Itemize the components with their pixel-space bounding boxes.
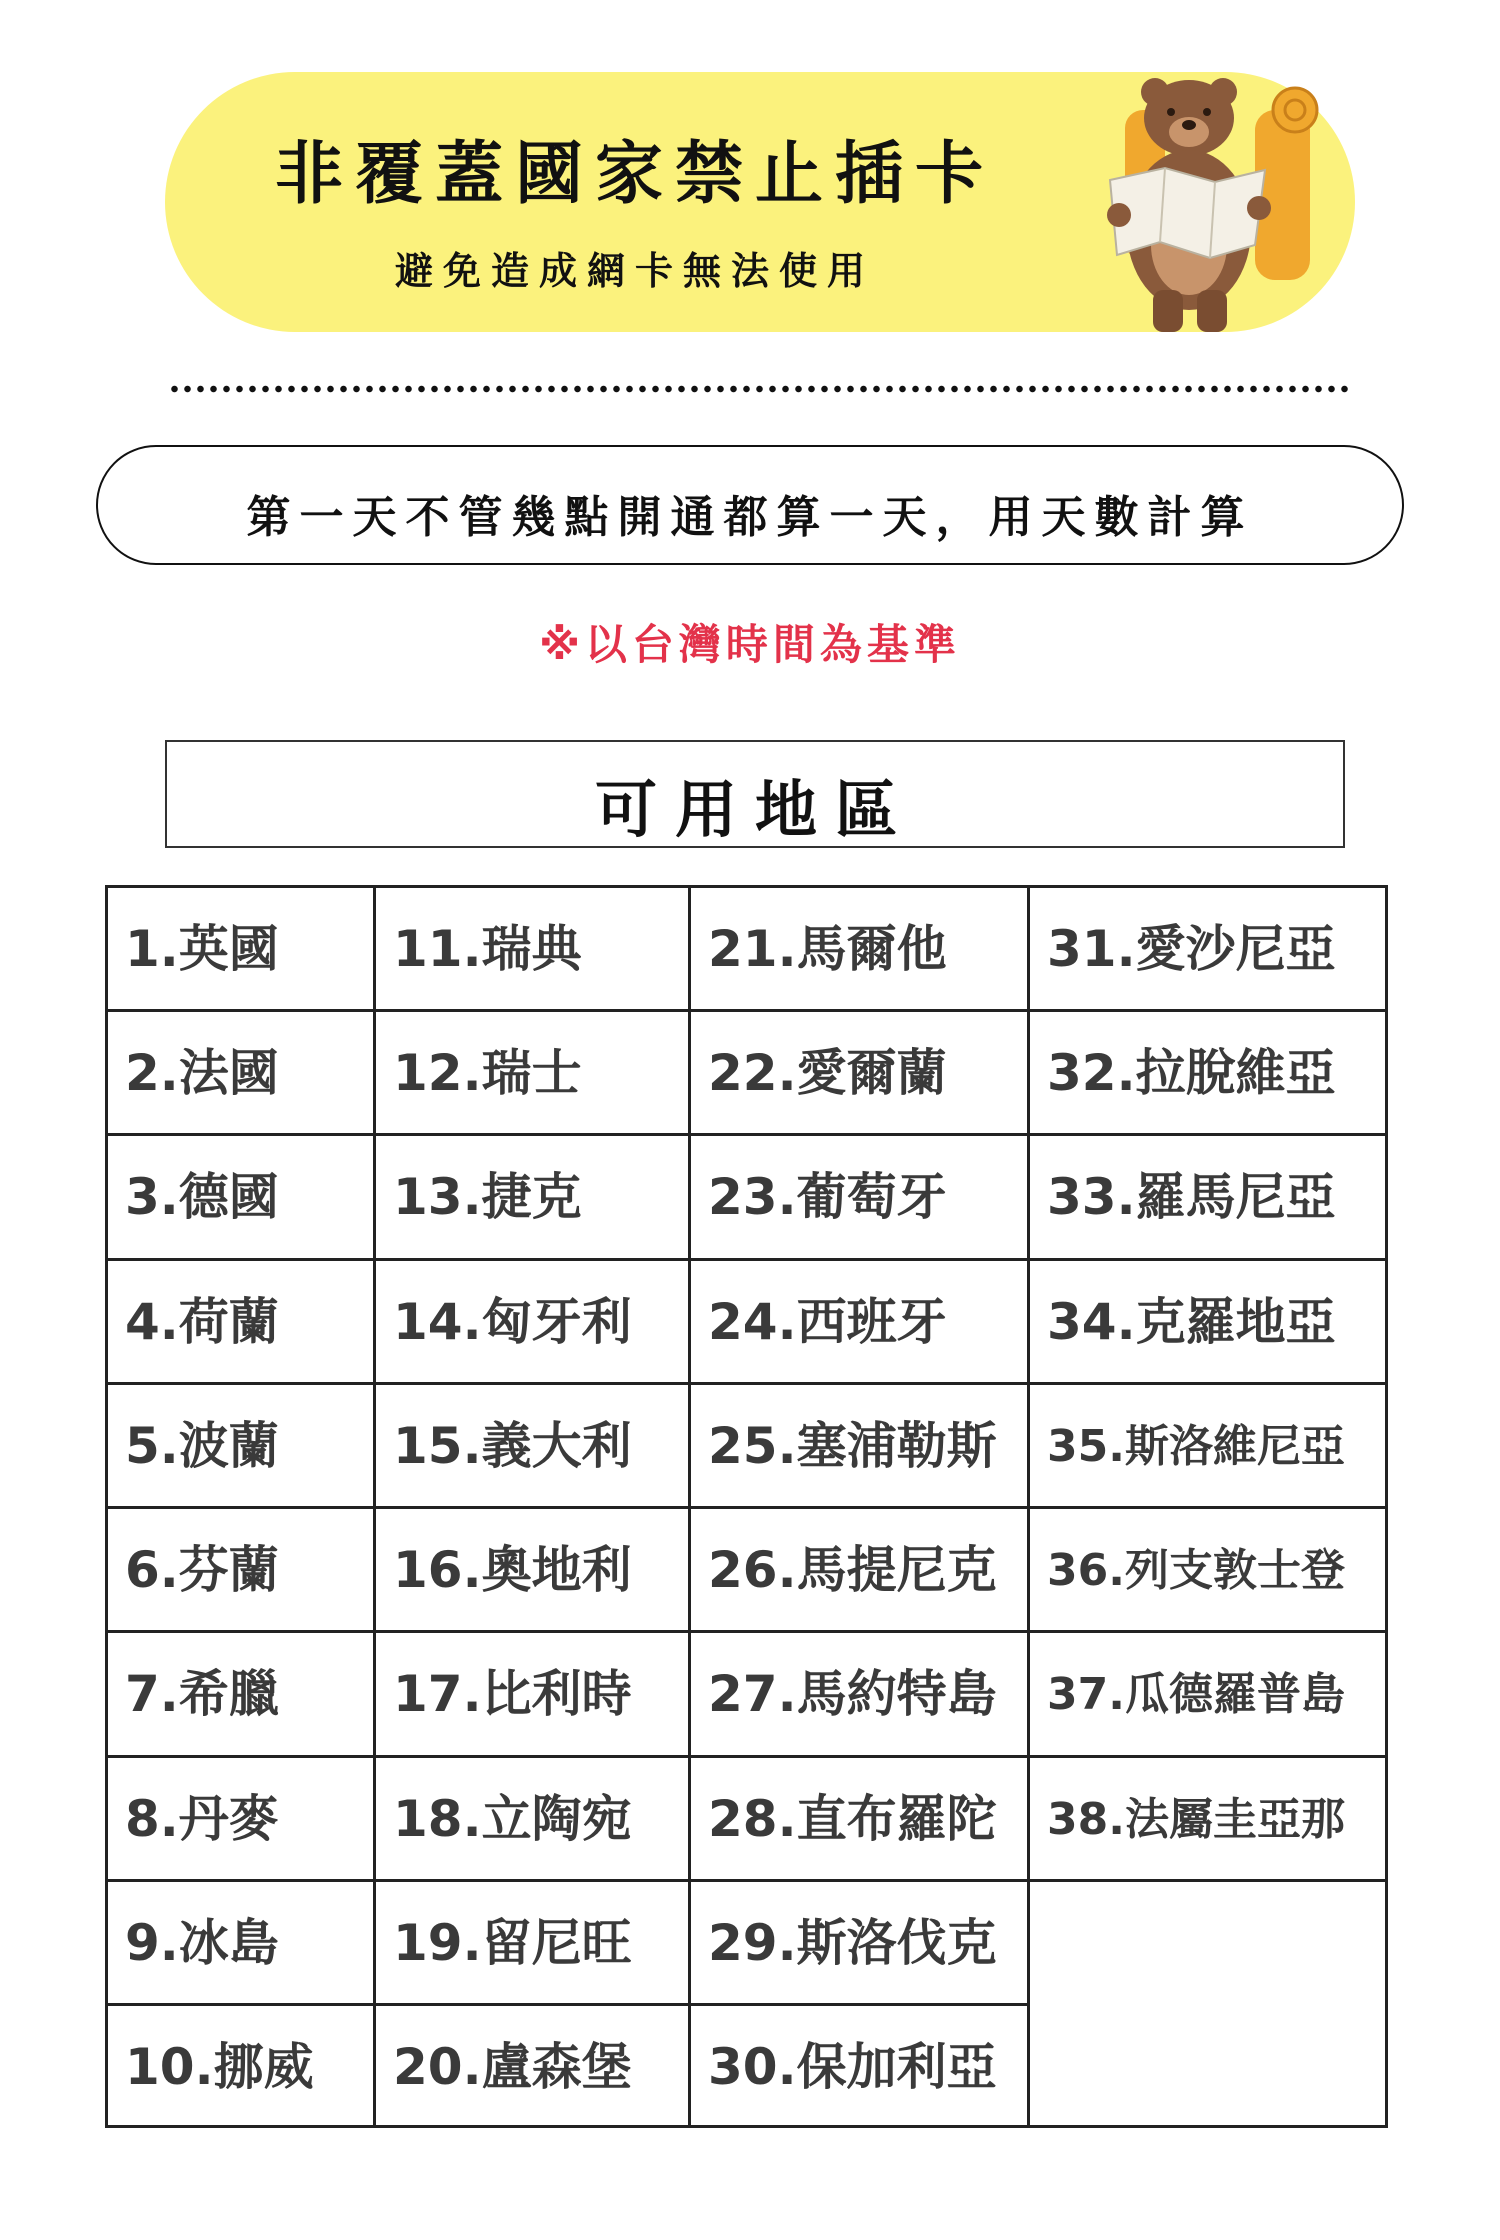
country-cell: 2.法國: [125, 1044, 279, 1102]
country-cell: 13.捷克: [393, 1168, 582, 1226]
country-cell: 19.留尼旺: [393, 1914, 632, 1972]
country-cell: 14.匈牙利: [393, 1293, 632, 1351]
country-cell: 12.瑞士: [393, 1044, 582, 1102]
country-cell: 1.英國: [125, 920, 279, 978]
timezone-note: ※以台灣時間為基準: [539, 620, 961, 669]
country-cell: 28.直布羅陀: [708, 1790, 997, 1848]
country-cell: 30.保加利亞: [708, 2038, 997, 2096]
notice-text: 第一天不管幾點開通都算一天，用天數計算: [246, 492, 1254, 543]
country-cell: 8.丹麥: [125, 1790, 279, 1848]
country-cell: 7.希臘: [125, 1665, 279, 1723]
country-cell: 27.馬約特島: [708, 1665, 997, 1723]
banner-title: 非覆蓋國家禁止插卡: [274, 134, 995, 214]
country-cell: 10.挪威: [125, 2038, 314, 2096]
country-cell: 9.冰島: [125, 1914, 279, 1972]
country-cell: 20.盧森堡: [393, 2038, 632, 2096]
country-cell: 4.荷蘭: [125, 1293, 279, 1351]
section-title: 可用地區: [594, 773, 915, 846]
country-cell: 11.瑞典: [393, 920, 582, 978]
dotted-divider: [168, 384, 1348, 394]
country-cell: 37.瓜德羅普島: [1047, 1669, 1345, 1720]
banner-subtitle: 避免造成網卡無法使用: [394, 248, 875, 293]
country-cell: 5.波蘭: [125, 1417, 279, 1475]
section-header: [165, 740, 1345, 848]
country-cell: 26.馬提尼克: [708, 1541, 997, 1599]
country-cell: 3.德國: [125, 1168, 279, 1226]
country-cell: 35.斯洛維尼亞: [1047, 1421, 1345, 1472]
bear-illustration: [1105, 70, 1325, 335]
country-cell: 32.拉脫維亞: [1047, 1044, 1336, 1102]
country-cell: 34.克羅地亞: [1047, 1293, 1336, 1351]
country-cell: 31.愛沙尼亞: [1047, 920, 1336, 978]
country-cell: 18.立陶宛: [393, 1790, 632, 1848]
backpack-shape: [1255, 110, 1310, 280]
country-cell: 22.愛爾蘭: [708, 1044, 947, 1102]
country-cell: 15.義大利: [393, 1417, 632, 1475]
country-cell: 33.羅馬尼亞: [1047, 1168, 1336, 1226]
country-cell: 25.塞浦勒斯: [708, 1417, 997, 1475]
country-cell: 16.奧地利: [393, 1541, 632, 1599]
country-cell: 23.葡萄牙: [708, 1168, 947, 1226]
country-cell: 24.西班牙: [708, 1293, 947, 1351]
country-cell: 36.列支敦士登: [1047, 1545, 1345, 1596]
country-cell: 29.斯洛伐克: [708, 1914, 997, 1972]
notice-pill: [96, 445, 1404, 565]
country-cell: 38.法屬圭亞那: [1047, 1794, 1345, 1845]
country-cell: 17.比利時: [393, 1665, 632, 1723]
country-cell: 6.芬蘭: [125, 1541, 279, 1599]
country-cell: 21.馬爾他: [708, 920, 947, 978]
country-table: [105, 885, 1388, 2127]
